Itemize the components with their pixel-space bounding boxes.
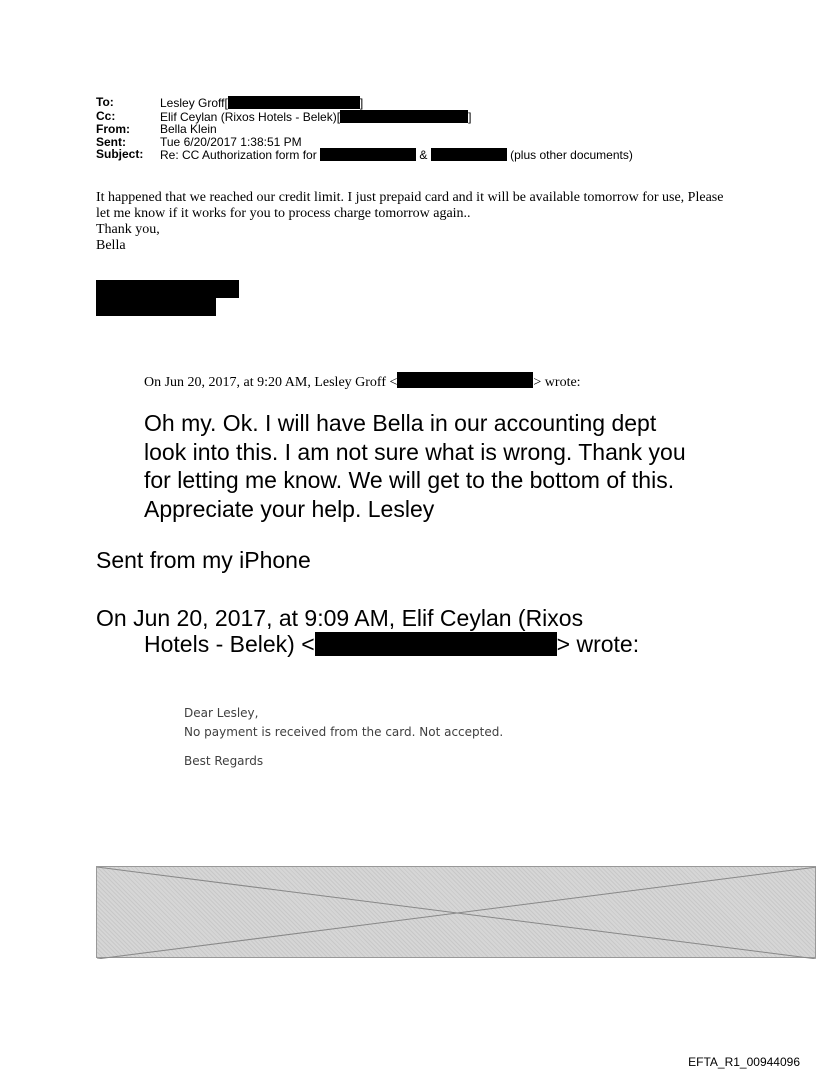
to-value <box>160 96 363 110</box>
from-label: From: <box>96 122 130 136</box>
cc-name: Elif Ceylan (Rixos Hotels - Belek)[ <box>160 109 341 124</box>
image-placeholder <box>96 866 816 958</box>
from-value: Bella Klein <box>160 122 217 136</box>
subject-value <box>160 148 633 162</box>
subject-label: Subject: <box>96 147 144 161</box>
cc-row <box>96 110 633 124</box>
sent-from-signature: Sent from my iPhone <box>96 547 311 573</box>
redaction <box>315 632 557 656</box>
subject-suffix: (plus other documents) <box>510 148 633 162</box>
redaction <box>320 148 416 161</box>
redaction <box>340 110 468 123</box>
quote1-attribution <box>144 372 581 391</box>
body-thanks: Thank you, <box>96 222 160 237</box>
sent-label: Sent: <box>96 134 126 149</box>
quote2-line1: On Jun 20, 2017, at 9:09 AM, Elif Ceylan (Rixos <box>96 605 584 631</box>
broken-image-icon <box>97 867 816 959</box>
quote2-attribution <box>96 605 736 657</box>
redaction <box>397 372 533 388</box>
message-body <box>96 190 736 254</box>
cc-close: ] <box>468 109 472 124</box>
quote2-greeting: Dear Lesley, <box>184 706 259 720</box>
to-close: ] <box>359 96 364 110</box>
redaction <box>431 148 507 161</box>
to-row <box>96 96 633 110</box>
quote1-prefix: On Jun 20, 2017, at 9:20 AM, Lesley Groff < <box>144 375 398 390</box>
cc-value <box>160 110 471 124</box>
to-name: Lesley Groff[ <box>160 96 228 110</box>
signature-redaction <box>96 280 239 316</box>
email-header <box>96 96 633 162</box>
quote2-closing: Best Regards <box>184 754 264 768</box>
quote2-prefix: Hotels - Belek) < <box>144 631 315 657</box>
quote1-message <box>144 409 704 523</box>
sent-value: Tue 6/20/2017 1:38:51 PM <box>160 134 302 149</box>
cc-label: Cc: <box>96 108 116 123</box>
from-row <box>96 123 633 136</box>
body-signature: Bella <box>96 238 126 253</box>
body-paragraph: It happened that we reached our credit limit. I just prepaid card and it will be available tomorrow for use, Please let me know if it works for you to process charge tomorrow again.. <box>96 190 724 221</box>
subject-amp: & <box>419 148 428 162</box>
quote2-message <box>184 704 503 771</box>
subject-prefix: Re: CC Authorization form for <box>160 148 317 162</box>
quote1-text: Oh my. Ok. I will have Bella in our accounting dept look into this. I am not sure what is wrong. Thank you for letting me know. We will get to the bottom of this. Appreciate your help. Lesley <box>144 410 686 522</box>
quote2-line2 <box>96 631 736 657</box>
subject-row <box>96 148 633 162</box>
document-id: EFTA_R1_00944096 <box>688 1055 800 1069</box>
redaction <box>96 280 239 298</box>
quote2-text: No payment is received from the card. Not accepted. <box>184 725 504 739</box>
redaction <box>228 96 360 109</box>
redaction <box>96 298 216 316</box>
to-label: To: <box>96 95 114 109</box>
quote1-suffix: > wrote: <box>533 375 581 390</box>
sent-row <box>96 136 633 149</box>
quote2-suffix: > wrote: <box>556 631 640 657</box>
